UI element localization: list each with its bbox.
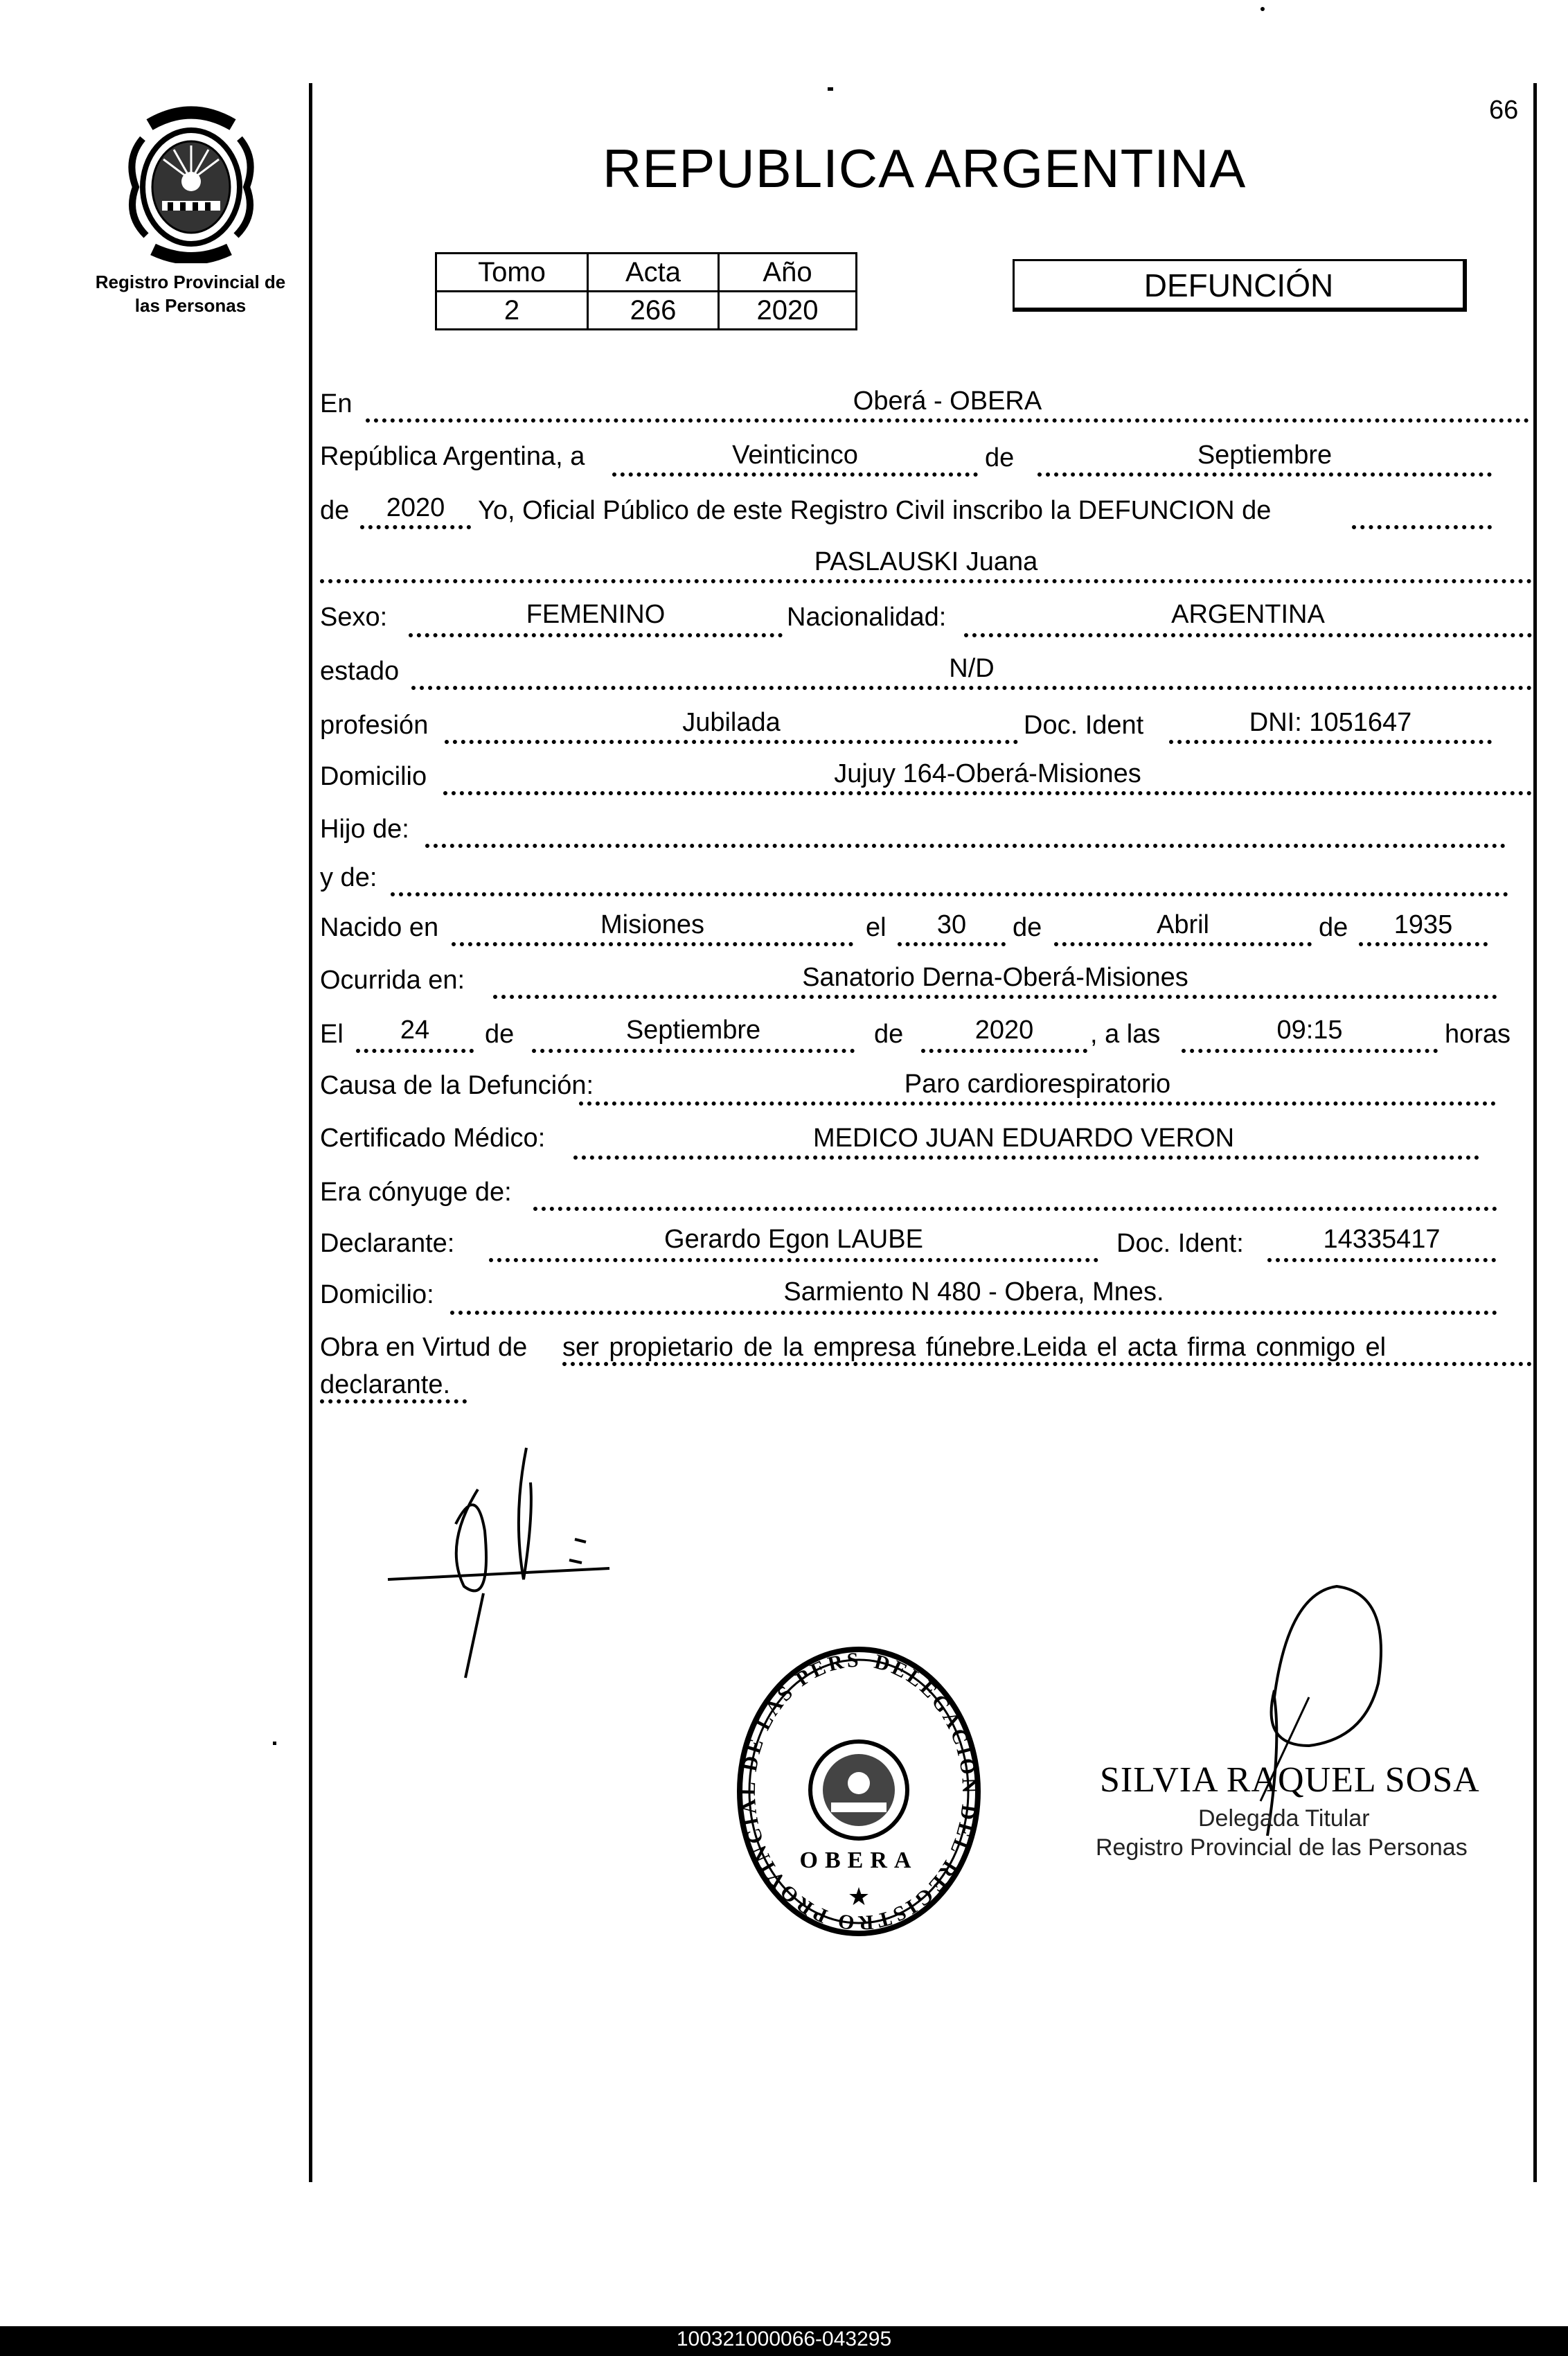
certificate-value: MEDICO JUAN EDUARDO VERON [812,1124,1235,1153]
month-value: Septiembre [1197,441,1333,470]
spouse-label: Era cónyuge de: [320,1178,512,1207]
birth-month-dots [1054,942,1312,946]
declarant-address-value: Sarmiento N 480 - Obera, Mnes. [783,1277,1164,1307]
death-time-dots [1182,1049,1438,1053]
act-table-value-row [436,292,857,330]
birth-month-value: Abril [1156,910,1210,939]
civil-status-label: estado [320,657,400,686]
svg-text:OBERA: OBERA [799,1848,918,1873]
occurred-value: Sanatorio Derna-Oberá-Misiones [802,963,1188,992]
doc-dots [1169,740,1492,744]
signer-name: SILVIA RAQUEL SOSA [1100,1760,1480,1800]
declarant-doc-dots [1267,1258,1496,1262]
death-de-label: de [485,1020,515,1049]
hours-label: horas [1445,1020,1511,1049]
declarant-doc-label: Doc. Ident: [1116,1229,1244,1258]
act-table-header-row [436,254,857,292]
year-de-label: de [320,496,350,525]
signer-office: Registro Provincial de las Personas [1096,1834,1468,1861]
birth-day-dots [898,942,1006,946]
declarant-label: Declarante: [320,1229,455,1258]
profession-value: Jubilada [682,708,781,737]
cause-value: Paro cardiorespiratorio [904,1070,1171,1099]
official-seal [727,1639,990,1944]
anio-header: Año [719,254,857,292]
address-dots [443,791,1532,795]
virtue-line2: declarante. [320,1370,451,1399]
birth-day-value: 30 [936,910,967,939]
and-of-dots [391,892,1508,896]
tomo-value: 2 [436,292,588,330]
address-label: Domicilio [320,762,427,791]
death-de-label-2: de [874,1020,904,1049]
declarant-address-label: Domicilio: [320,1280,434,1309]
profession-dots [445,740,1018,744]
and-of-label: y de: [320,863,377,892]
birth-el-label: el [866,913,887,942]
virtue-line2-dots [320,1399,467,1403]
year-value: 2020 [386,493,445,522]
acta-header: Acta [588,254,719,292]
at-label: , a las [1090,1020,1161,1049]
declarant-signature [388,1441,623,1690]
declarant-doc-value: 14335417 [1323,1225,1441,1254]
death-month-dots [532,1049,855,1053]
anio-value: 2020 [719,292,857,330]
birth-de-label-2: de [1319,913,1348,942]
cause-label: Causa de la Defunción: [320,1071,594,1100]
address-value: Jujuy 164-Oberá-Misiones [834,759,1141,788]
civil-status-value: N/D [949,654,995,683]
declarant-value: Gerardo Egon LAUBE [664,1225,923,1254]
certificate-label: Certificado Médico: [320,1124,546,1153]
deceased-name: PASLAUSKI Juana [814,547,1038,576]
doc-value: DNI: 1051647 [1249,708,1412,737]
barcode-number: 100321000066-043295 [676,2328,892,2350]
sex-value: FEMENINO [526,600,666,629]
born-in-label: Nacido en [320,913,439,942]
sex-dots [409,633,783,637]
birth-year-dots [1359,942,1488,946]
birth-year-value: 1935 [1393,910,1453,939]
born-in-value: Misiones [600,910,704,939]
profession-label: profesión [320,711,429,740]
virtue-line1: ser propietario de la empresa fúnebre.Leida el acta firma conmigo el [562,1333,1387,1362]
right-margin-line [1533,83,1537,2182]
child-of-label: Hijo de: [320,815,409,844]
year-dots [360,525,471,529]
death-year-value: 2020 [974,1016,1034,1045]
occurred-label: Ocurrida en: [320,966,465,995]
death-day-value: 24 [400,1016,430,1045]
en-label: En [320,389,353,418]
declarant-address-dots [450,1311,1497,1315]
certificate-dots [573,1155,1479,1160]
signer-role: Delegada Titular [1198,1805,1370,1832]
statement-end-dots [1352,525,1492,529]
virtue-line1-dots [562,1362,1532,1366]
doc-label: Doc. Ident [1024,711,1144,740]
place-value: Oberá - OBERA [853,387,1042,416]
spouse-dots [533,1207,1497,1211]
province-logo [122,104,260,263]
statement-text: Yo, Oficial Público de este Registro Civil inscribo la DEFUNCION de [478,496,1272,525]
act-table [435,252,857,330]
registry-name-line2: las Personas [134,295,247,316]
country-title: REPUBLICA ARGENTINA [603,138,1247,199]
acta-value: 266 [588,292,719,330]
death-time-value: 09:15 [1276,1016,1343,1045]
child-of-dots [425,844,1506,848]
day-words-value: Veinticinco [732,441,858,470]
scan-speck [273,1742,276,1745]
death-year-dots [921,1049,1087,1053]
registry-name-line1: Registro Provincial de [95,272,286,292]
svg-text:★: ★ [847,1882,871,1911]
left-margin-line [309,83,312,2182]
republic-label: República Argentina, a [320,442,585,471]
scan-speck [1260,7,1265,11]
death-day-dots [356,1049,474,1053]
declarant-dots [489,1258,1098,1262]
scan-speck [828,87,833,91]
cause-dots [579,1101,1496,1106]
de-label: de [985,443,1015,472]
nationality-label: Nacionalidad: [787,603,947,632]
birth-de-label: de [1013,913,1042,942]
death-el-label: El [320,1020,344,1049]
nationality-dots [964,633,1532,637]
en-dots [366,418,1529,423]
sex-label: Sexo: [320,603,388,632]
civil-status-dots [411,686,1532,690]
born-in-dots [452,942,853,946]
page-number: 66 [1489,96,1519,125]
registry-name [83,270,298,317]
month-dots [1037,472,1492,477]
nationality-value: ARGENTINA [1171,600,1325,629]
svg-text:DELEGACION DEL REGISTRO PROVIN: DELEGACION DEL REGISTRO PROVINCIAL DE LAS PERS [736,1648,981,1935]
tomo-header: Tomo [436,254,588,292]
occurred-dots [493,995,1497,999]
day-dots [612,472,978,477]
virtue-label: Obra en Virtud de [320,1333,528,1362]
document-type: DEFUNCIÓN [1013,259,1467,312]
name-dots [320,579,1532,583]
death-month-value: Septiembre [625,1016,761,1045]
